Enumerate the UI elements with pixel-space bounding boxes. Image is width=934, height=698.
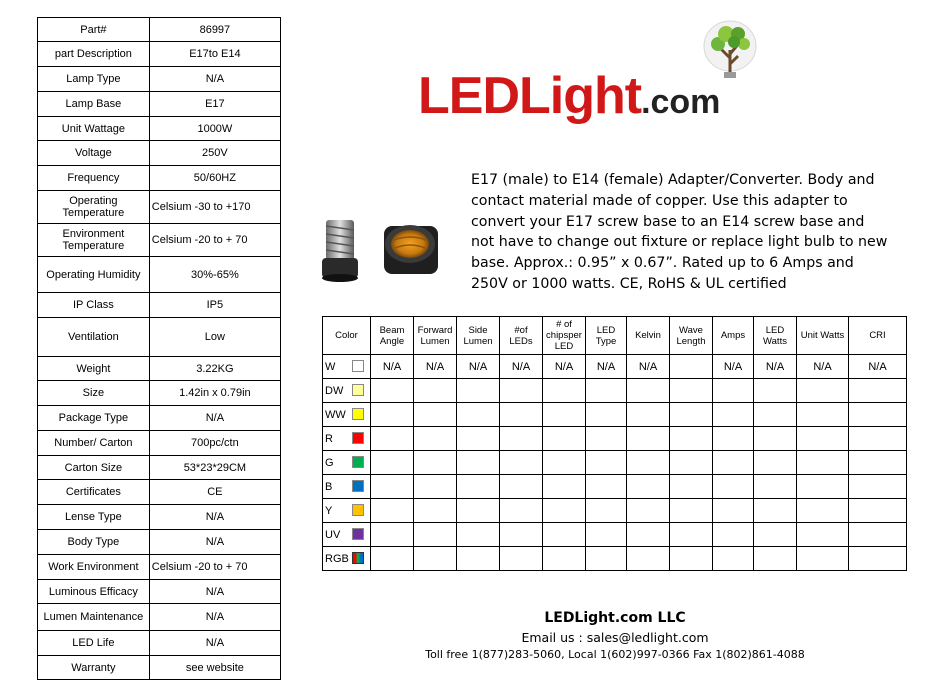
color-cell <box>323 427 371 451</box>
spec-label: Carton Size <box>38 456 150 480</box>
table-cell <box>797 451 849 475</box>
column-header-line: LED <box>596 324 616 336</box>
spec-row <box>38 555 281 580</box>
color-cell <box>323 403 371 427</box>
column-header-line: Length <box>676 335 706 347</box>
color-code: DW <box>325 384 344 397</box>
table-cell <box>754 499 797 523</box>
table-cell <box>713 523 754 547</box>
spec-label: Work Environment <box>38 555 150 580</box>
spec-label: Environment Temperature <box>38 224 150 257</box>
spec-row <box>38 166 281 191</box>
column-header <box>627 317 670 355</box>
e17-e14-adapter-image <box>316 212 456 287</box>
column-header-line: Side <box>468 324 488 336</box>
column-header-line: Type <box>595 335 617 347</box>
column-header <box>500 317 543 355</box>
table-cell <box>627 547 670 571</box>
phone-line: Toll free 1(877)283-5060, Local 1(602)997-0366 Fax 1(802)861-4088 <box>425 648 805 661</box>
table-cell <box>500 451 543 475</box>
spec-row <box>38 505 281 530</box>
column-header-line: # of <box>556 319 572 330</box>
table-cell <box>627 379 670 403</box>
spec-label: Size <box>38 381 150 406</box>
email-label: Email us : <box>521 630 583 645</box>
spec-value: 700pc/ctn <box>149 431 280 456</box>
spec-row <box>38 18 281 42</box>
spec-row <box>38 191 281 224</box>
table-cell <box>457 547 500 571</box>
color-code: W <box>325 360 336 373</box>
table-cell <box>627 499 670 523</box>
column-header-line: #of <box>514 324 528 336</box>
color-code: UV <box>325 528 341 541</box>
table-cell <box>849 523 907 547</box>
table-cell <box>457 499 500 523</box>
table-cell <box>713 427 754 451</box>
color-swatch <box>352 504 364 516</box>
table-cell <box>713 547 754 571</box>
color-table-header <box>323 317 907 355</box>
table-cell <box>500 499 543 523</box>
color-cell <box>323 475 371 499</box>
table-cell <box>754 523 797 547</box>
table-cell <box>627 427 670 451</box>
table-row <box>323 499 907 523</box>
spec-value: N/A <box>149 604 280 631</box>
table-cell <box>586 547 627 571</box>
table-cell <box>754 547 797 571</box>
spec-value: 50/60HZ <box>149 166 280 191</box>
spec-label: Lamp Base <box>38 92 150 117</box>
column-header-line: LEDs <box>509 335 533 347</box>
color-cell <box>323 523 371 547</box>
column-header-line: LED <box>765 324 785 336</box>
spec-label: Weight <box>38 357 150 381</box>
column-header-line: Color <box>335 330 358 341</box>
spec-row <box>38 224 281 257</box>
color-code: G <box>325 456 334 469</box>
column-header <box>670 317 713 355</box>
table-cell <box>627 451 670 475</box>
column-header-line: Kelvin <box>635 330 661 341</box>
spec-value: N/A <box>149 631 280 656</box>
spec-value: 53*23*29CM <box>149 456 280 480</box>
column-header <box>543 317 586 355</box>
table-cell <box>670 379 713 403</box>
table-cell <box>414 379 457 403</box>
spec-row <box>38 117 281 141</box>
spec-value: 3.22KG <box>149 357 280 381</box>
spec-row <box>38 431 281 456</box>
table-cell <box>849 547 907 571</box>
spec-label: Lense Type <box>38 505 150 530</box>
spec-label: Warranty <box>38 656 150 680</box>
column-header-line: CRI <box>869 330 886 341</box>
table-cell <box>457 451 500 475</box>
column-header <box>457 317 500 355</box>
table-cell <box>713 475 754 499</box>
spec-row <box>38 580 281 604</box>
table-row <box>323 355 907 379</box>
column-header <box>323 317 371 355</box>
spec-label: IP Class <box>38 293 150 318</box>
email-line <box>420 629 810 647</box>
table-cell <box>670 499 713 523</box>
table-cell <box>586 379 627 403</box>
spec-value: IP5 <box>149 293 280 318</box>
color-swatch <box>352 360 364 372</box>
spec-row <box>38 141 281 166</box>
spec-value: N/A <box>149 580 280 604</box>
table-cell <box>457 379 500 403</box>
table-cell <box>713 451 754 475</box>
spec-label: Unit Wattage <box>38 117 150 141</box>
color-swatch <box>352 408 364 420</box>
spec-label: LED Life <box>38 631 150 656</box>
spec-value: see website <box>149 656 280 680</box>
column-header-line: Wave <box>679 324 703 336</box>
table-cell <box>670 427 713 451</box>
table-cell <box>586 475 627 499</box>
table-cell <box>414 523 457 547</box>
column-header <box>713 317 754 355</box>
table-cell <box>586 451 627 475</box>
spec-table <box>37 17 281 680</box>
color-swatch <box>352 456 364 468</box>
table-cell <box>797 427 849 451</box>
table-cell: N/A <box>371 355 414 379</box>
table-cell <box>670 475 713 499</box>
table-cell <box>543 379 586 403</box>
table-cell <box>670 547 713 571</box>
spec-row <box>38 67 281 92</box>
column-header-line: Watts <box>763 335 787 347</box>
table-cell <box>754 379 797 403</box>
table-cell <box>670 355 713 379</box>
spec-value: Low <box>149 318 280 357</box>
column-header-line: Angle <box>379 335 405 347</box>
table-cell <box>797 379 849 403</box>
table-cell <box>543 403 586 427</box>
table-cell <box>797 523 849 547</box>
table-cell: N/A <box>414 355 457 379</box>
column-header <box>371 317 414 355</box>
column-header-line: Forward <box>417 324 453 336</box>
column-header <box>849 317 907 355</box>
table-cell <box>586 403 627 427</box>
product-description: E17 (male) to E14 (female) Adapter/Converter. Body and contact material made of copper. Use this adapter to convert your E17 screw base to an E14 screw base and not have to change out fixture or replace light bulb to new base. Approx.: 0.95” x 0.67”. Rated up to 6 Amps and 250V or 1000 watts. CE, RoHS & UL certified <box>471 172 888 292</box>
table-cell <box>500 547 543 571</box>
color-code: RGB <box>325 552 349 565</box>
color-spec-table <box>322 316 907 571</box>
color-cell <box>323 451 371 475</box>
table-cell <box>500 475 543 499</box>
footer <box>420 607 810 663</box>
logo-main-text: LEDLight <box>418 67 642 125</box>
spec-label: Package Type <box>38 406 150 431</box>
table-cell <box>371 451 414 475</box>
column-header-line: chipsper <box>546 330 582 341</box>
email-link[interactable]: sales@ledlight.com <box>586 630 709 645</box>
table-cell <box>371 427 414 451</box>
spec-row <box>38 293 281 318</box>
table-cell <box>849 451 907 475</box>
spec-label: part Description <box>38 42 150 67</box>
color-cell <box>323 499 371 523</box>
color-cell <box>323 379 371 403</box>
spec-row <box>38 381 281 406</box>
color-code: R <box>325 432 333 445</box>
table-cell <box>543 523 586 547</box>
color-cell <box>323 355 371 379</box>
table-cell <box>627 403 670 427</box>
spec-label: Operating Temperature <box>38 191 150 224</box>
table-cell <box>670 451 713 475</box>
table-cell: N/A <box>713 355 754 379</box>
spec-value: N/A <box>149 406 280 431</box>
spec-row <box>38 480 281 505</box>
table-cell <box>754 451 797 475</box>
table-cell <box>500 379 543 403</box>
spec-label: Lamp Type <box>38 67 150 92</box>
table-cell <box>849 475 907 499</box>
color-swatch <box>352 432 364 444</box>
table-row <box>323 547 907 571</box>
ledlight-logo[interactable] <box>418 68 720 130</box>
table-cell <box>849 427 907 451</box>
table-cell: N/A <box>457 355 500 379</box>
table-cell <box>713 403 754 427</box>
column-header-line: Amps <box>720 330 746 341</box>
table-cell <box>371 403 414 427</box>
spec-label: Certificates <box>38 480 150 505</box>
column-header <box>414 317 457 355</box>
table-cell <box>586 427 627 451</box>
table-cell: N/A <box>849 355 907 379</box>
spec-label: Voltage <box>38 141 150 166</box>
table-cell <box>414 427 457 451</box>
table-row <box>323 403 907 427</box>
spec-value: N/A <box>149 67 280 92</box>
table-cell <box>371 499 414 523</box>
spec-value: N/A <box>149 530 280 555</box>
column-header-line: Lumen <box>463 335 493 347</box>
table-cell <box>500 403 543 427</box>
spec-label: Ventilation <box>38 318 150 357</box>
table-cell <box>371 379 414 403</box>
table-row <box>323 523 907 547</box>
table-row <box>323 379 907 403</box>
color-cell <box>323 547 371 571</box>
spec-value: 1000W <box>149 117 280 141</box>
table-cell <box>543 475 586 499</box>
table-cell <box>457 403 500 427</box>
spec-row <box>38 92 281 117</box>
company-name: LEDLight.com LLC <box>544 610 686 626</box>
spec-label: Part# <box>38 18 150 42</box>
spec-row <box>38 631 281 656</box>
table-cell <box>754 427 797 451</box>
table-cell <box>849 403 907 427</box>
column-header-line: Unit Watts <box>800 330 845 341</box>
spec-row <box>38 456 281 480</box>
spec-value: 86997 <box>149 18 280 42</box>
table-cell <box>586 523 627 547</box>
color-swatch <box>352 528 364 540</box>
table-cell <box>670 403 713 427</box>
table-cell <box>797 547 849 571</box>
table-cell <box>371 523 414 547</box>
table-cell <box>543 427 586 451</box>
spec-label: Lumen Maintenance <box>38 604 150 631</box>
spec-row <box>38 406 281 431</box>
table-cell <box>414 547 457 571</box>
spec-label: Number/ Carton <box>38 431 150 456</box>
table-cell: N/A <box>543 355 586 379</box>
spec-label: Body Type <box>38 530 150 555</box>
table-cell <box>797 403 849 427</box>
table-cell <box>414 451 457 475</box>
spec-value: E17 <box>149 92 280 117</box>
table-cell <box>371 547 414 571</box>
table-cell <box>754 475 797 499</box>
spec-row <box>38 357 281 381</box>
table-cell: N/A <box>754 355 797 379</box>
column-header <box>754 317 797 355</box>
table-cell <box>754 403 797 427</box>
table-cell: N/A <box>797 355 849 379</box>
table-cell <box>457 523 500 547</box>
spec-row <box>38 604 281 631</box>
color-swatch <box>352 480 364 492</box>
table-cell <box>627 523 670 547</box>
spec-value: Celsium -30 to +170 <box>149 191 280 224</box>
table-row <box>323 475 907 499</box>
table-cell <box>414 403 457 427</box>
table-cell <box>543 547 586 571</box>
spec-row <box>38 656 281 680</box>
table-cell <box>500 427 543 451</box>
spec-value: Celsium -20 to + 70 <box>149 224 280 257</box>
table-cell <box>457 475 500 499</box>
table-cell <box>713 499 754 523</box>
table-cell <box>670 523 713 547</box>
table-row <box>323 451 907 475</box>
spec-row <box>38 530 281 555</box>
spec-row <box>38 257 281 293</box>
color-swatch <box>352 384 364 396</box>
column-header-line: Lumen <box>420 335 450 347</box>
color-code: WW <box>325 408 346 421</box>
table-cell <box>371 475 414 499</box>
table-cell <box>797 475 849 499</box>
spec-value: Celsium -20 to + 70 <box>149 555 280 580</box>
color-swatch <box>352 552 364 564</box>
table-cell: N/A <box>586 355 627 379</box>
table-cell <box>713 379 754 403</box>
column-header <box>586 317 627 355</box>
color-code: Y <box>325 504 333 517</box>
color-code: B <box>325 480 333 493</box>
spec-row <box>38 42 281 67</box>
table-cell <box>797 499 849 523</box>
table-row <box>323 427 907 451</box>
table-cell <box>586 499 627 523</box>
table-cell <box>849 499 907 523</box>
table-cell <box>414 499 457 523</box>
table-cell: N/A <box>627 355 670 379</box>
spec-value: 250V <box>149 141 280 166</box>
table-cell: N/A <box>500 355 543 379</box>
table-cell <box>457 427 500 451</box>
table-cell <box>627 475 670 499</box>
column-header-line: Beam <box>379 324 405 336</box>
spec-row <box>38 318 281 357</box>
column-header-line: LED <box>554 341 574 352</box>
spec-value: 1.42in x 0.79in <box>149 381 280 406</box>
spec-value: CE <box>149 480 280 505</box>
table-cell <box>543 451 586 475</box>
logo-suffix-text: .com <box>641 83 721 121</box>
spec-value: N/A <box>149 505 280 530</box>
table-cell <box>414 475 457 499</box>
spec-value: 30%-65% <box>149 257 280 293</box>
spec-label: Luminous Efficacy <box>38 580 150 604</box>
spec-label: Operating Humidity <box>38 257 150 293</box>
table-cell <box>543 499 586 523</box>
column-header <box>797 317 849 355</box>
spec-label: Frequency <box>38 166 150 191</box>
spec-value: E17to E14 <box>149 42 280 67</box>
table-cell <box>500 523 543 547</box>
table-cell <box>849 379 907 403</box>
